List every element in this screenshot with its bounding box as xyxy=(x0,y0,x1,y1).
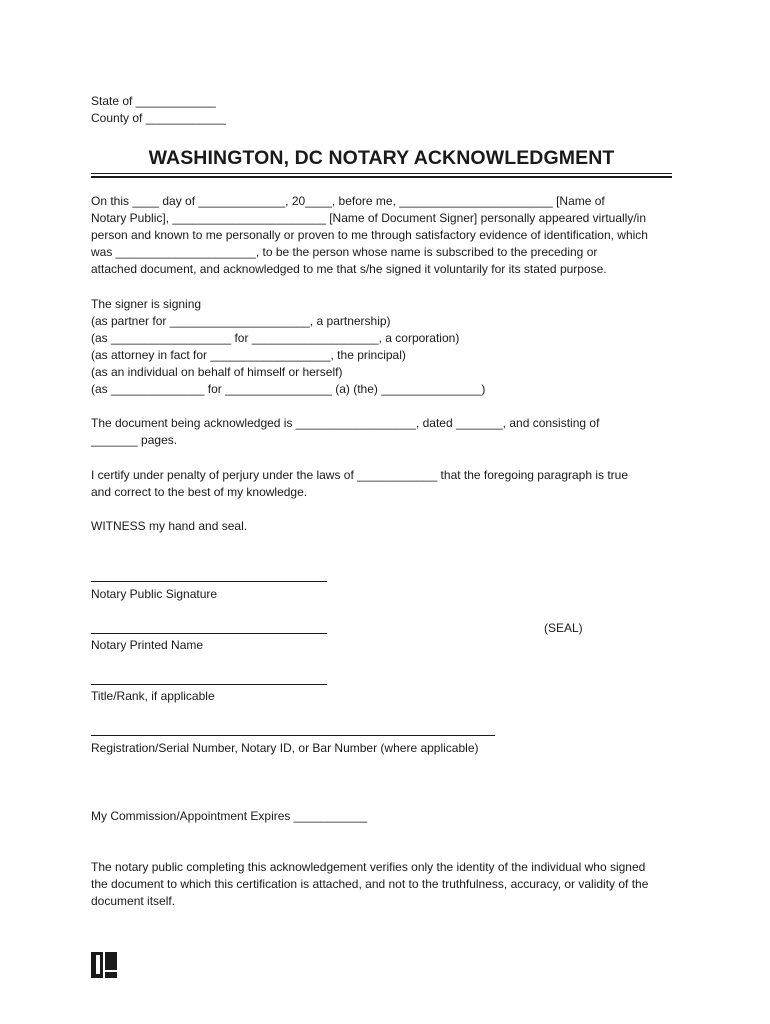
capacity-line: (as ______________ for ________________ (a) (the) _______________) xyxy=(91,382,486,396)
capacity-section xyxy=(91,296,485,398)
disclaimer-line: the document to which this certification is attached, and not to the truthfulness, accuracy, or validity of the xyxy=(91,877,649,891)
capacity-line: (as partner for _____________________, a partnership) xyxy=(91,314,391,328)
capacity-line: (as attorney in fact for __________________, the principal) xyxy=(91,348,406,362)
notary-signature-line xyxy=(91,581,327,582)
notary-signature-label: Notary Public Signature xyxy=(91,587,218,601)
notary-printed-name-line xyxy=(91,633,327,634)
document-info-line: _______ pages. xyxy=(91,433,178,447)
title-rank-line xyxy=(91,684,327,685)
state-line: State of ____________ xyxy=(91,94,216,108)
intro-line: On this ____ day of _____________, 20____, before me, _______________________ [Name of xyxy=(91,194,605,208)
title-rank-label: Title/Rank, if applicable xyxy=(91,689,215,703)
document-title: WASHINGTON, DC NOTARY ACKNOWLEDGMENT xyxy=(148,147,615,169)
capacity-line: (as an individual on behalf of himself or herself) xyxy=(91,365,343,379)
title-rule xyxy=(91,173,672,178)
header-block xyxy=(91,93,226,127)
registration-line xyxy=(91,735,495,736)
disclaimer-paragraph xyxy=(91,859,648,910)
capacity-line: The signer is signing xyxy=(91,297,202,311)
intro-paragraph xyxy=(91,193,648,278)
county-line: County of ____________ xyxy=(91,111,226,125)
witness-line: WITNESS my hand and seal. xyxy=(91,519,248,533)
seal-label: (SEAL) xyxy=(544,621,583,635)
intro-line: attached document, and acknowledged to me that s/he signed it voluntarily for its stated purpose. xyxy=(91,262,607,276)
capacity-line: (as __________________ for ___________________, a corporation) xyxy=(91,331,460,345)
certify-line: and correct to the best of my knowledge. xyxy=(91,485,308,499)
intro-line: was _____________________, to be the person whose name is subscribed to the preceding or xyxy=(91,245,598,259)
document-info-paragraph xyxy=(91,415,599,449)
intro-line: person and known to me personally or proven to me through satisfactory evidence of identification, which xyxy=(91,228,648,242)
registration-label: Registration/Serial Number, Notary ID, or Bar Number (where applicable) xyxy=(91,741,479,755)
disclaimer-line: The notary public completing this acknowledgement verifies only the identity of the individual who signed xyxy=(91,860,646,874)
document-info-line: The document being acknowledged is __________________, dated _______, and consisting of xyxy=(91,416,600,430)
commission-line: My Commission/Appointment Expires ___________ xyxy=(91,809,368,823)
notary-printed-name-label: Notary Printed Name xyxy=(91,638,204,652)
certify-line: I certify under penalty of perjury under the laws of ____________ that the foregoing paragraph is true xyxy=(91,468,629,482)
brand-logo-icon xyxy=(91,952,117,978)
intro-line: Notary Public], _______________________ [Name of Document Signer] personally appeared virtually/in xyxy=(91,211,647,225)
disclaimer-line: document itself. xyxy=(91,894,176,908)
certify-paragraph xyxy=(91,467,628,501)
